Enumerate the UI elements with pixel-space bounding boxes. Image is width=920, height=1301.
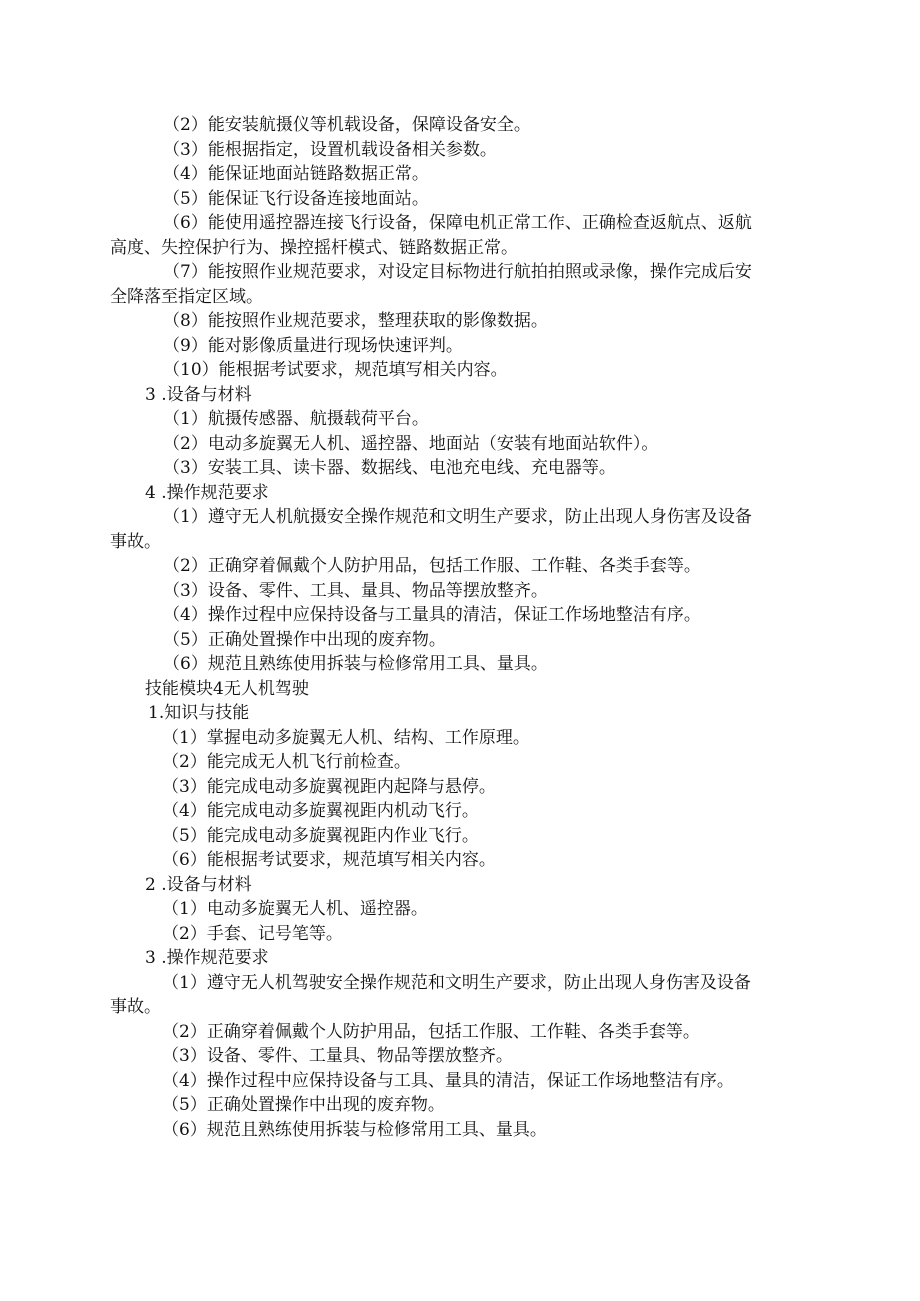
- item-6-continuation: 高度、失控保护行为、操控摇杆模式、链路数据正常。: [110, 237, 518, 258]
- module4-operation-item-3: （3）设备、零件、工量具、物品等摆放整齐。: [162, 1046, 513, 1066]
- operation-item-1: （1）遵守无人机航摄安全操作规范和文明生产要求，防止出现人身伤害及设备: [163, 507, 752, 527]
- section-2-equipment-heading: 2 .设备与材料: [145, 874, 252, 895]
- item-7-aerial-photo: （7）能按照作业规范要求，对设定目标物进行航拍拍照或录像，操作完成后安: [163, 262, 752, 282]
- operation-item-3: （3）设备、零件、工具、量具、物品等摆放整齐。: [163, 580, 548, 601]
- item-8-image-data: （8）能按照作业规范要求，整理获取的影像数据。: [163, 311, 548, 331]
- equipment-item-1: （1）航摄传感器、航摄载荷平台。: [163, 409, 429, 429]
- equipment-item-3: （3）安装工具、读卡器、数据线、电池充电线、充电器等。: [163, 458, 616, 478]
- knowledge-item-2: （2）能完成无人机飞行前检查。: [162, 752, 411, 772]
- module4-operation-item-1-continuation: 事故。: [110, 997, 161, 1017]
- document-body: [0, 113, 920, 1142]
- module4-operation-item-2: （2）正确穿着佩戴个人防护用品，包括工作服、工作鞋、各类手套等。: [162, 1021, 700, 1042]
- section-3-equipment-heading: 3 .设备与材料: [145, 384, 252, 405]
- item-5-connect-ground-station: （5）能保证飞行设备连接地面站。: [163, 188, 429, 209]
- knowledge-item-5: （5）能完成电动多旋翼视距内作业飞行。: [162, 825, 479, 846]
- module4-equipment-item-2: （2）手套、记号笔等。: [162, 923, 343, 944]
- section-4-operation-heading: 4 .操作规范要求: [145, 482, 269, 503]
- operation-item-2: （2）正确穿着佩戴个人防护用品，包括工作服、工作鞋、各类手套等。: [163, 556, 701, 576]
- module-4-heading: 技能模块4无人机驾驶: [145, 678, 309, 699]
- item-7-continuation: 全降落至指定区域。: [110, 286, 263, 307]
- knowledge-item-6: （6）能根据考试要求，规范填写相关内容。: [162, 850, 496, 870]
- module4-equipment-item-1: （1）电动多旋翼无人机、遥控器。: [162, 899, 428, 919]
- section-3-operation-heading: 3 .操作规范要求: [145, 948, 269, 968]
- item-6-remote-controller: （6）能使用遥控器连接飞行设备，保障电机正常工作、正确检查返航点、返航: [163, 213, 752, 233]
- module4-operation-item-1: （1）遵守无人机驾驶安全操作规范和文明生产要求，防止出现人身伤害及设备: [162, 972, 751, 993]
- operation-item-5: （5）正确处置操作中出现的废弃物。: [163, 629, 446, 650]
- knowledge-item-1: （1）掌握电动多旋翼无人机、结构、工作原理。: [162, 727, 530, 748]
- item-2-install-equipment: （2）能安装航摄仪等机载设备，保障设备安全。: [163, 115, 531, 135]
- operation-item-1-continuation: 事故。: [110, 531, 161, 552]
- knowledge-item-4: （4）能完成电动多旋翼视距内机动飞行。: [162, 801, 479, 821]
- knowledge-item-3: （3）能完成电动多旋翼视距内起降与悬停。: [162, 776, 496, 797]
- module4-operation-item-4: （4）操作过程中应保持设备与工具、量具的清洁，保证工作场地整洁有序。: [162, 1070, 734, 1091]
- section-1-knowledge-heading: 1.知识与技能: [148, 703, 250, 723]
- item-10-fill-content: （10）能根据考试要求，规范填写相关内容。: [163, 360, 508, 380]
- module4-operation-item-5: （5）正确处置操作中出现的废弃物。: [162, 1095, 445, 1115]
- operation-item-4: （4）操作过程中应保持设备与工量具的清洁，保证工作场地整洁有序。: [163, 605, 701, 625]
- item-4-ground-link: （4）能保证地面站链路数据正常。: [163, 164, 429, 184]
- operation-item-6: （6）规范且熟练使用拆装与检修常用工具、量具。: [163, 654, 548, 674]
- item-9-quality-review: （9）能对影像质量进行现场快速评判。: [163, 335, 463, 356]
- module4-operation-item-6: （6）规范且熟练使用拆装与检修常用工具、量具。: [162, 1119, 547, 1140]
- equipment-item-2: （2）电动多旋翼无人机、遥控器、地面站（安装有地面站软件）。: [163, 433, 659, 454]
- item-3-set-parameters: （3）能根据指定，设置机载设备相关参数。: [163, 139, 497, 160]
